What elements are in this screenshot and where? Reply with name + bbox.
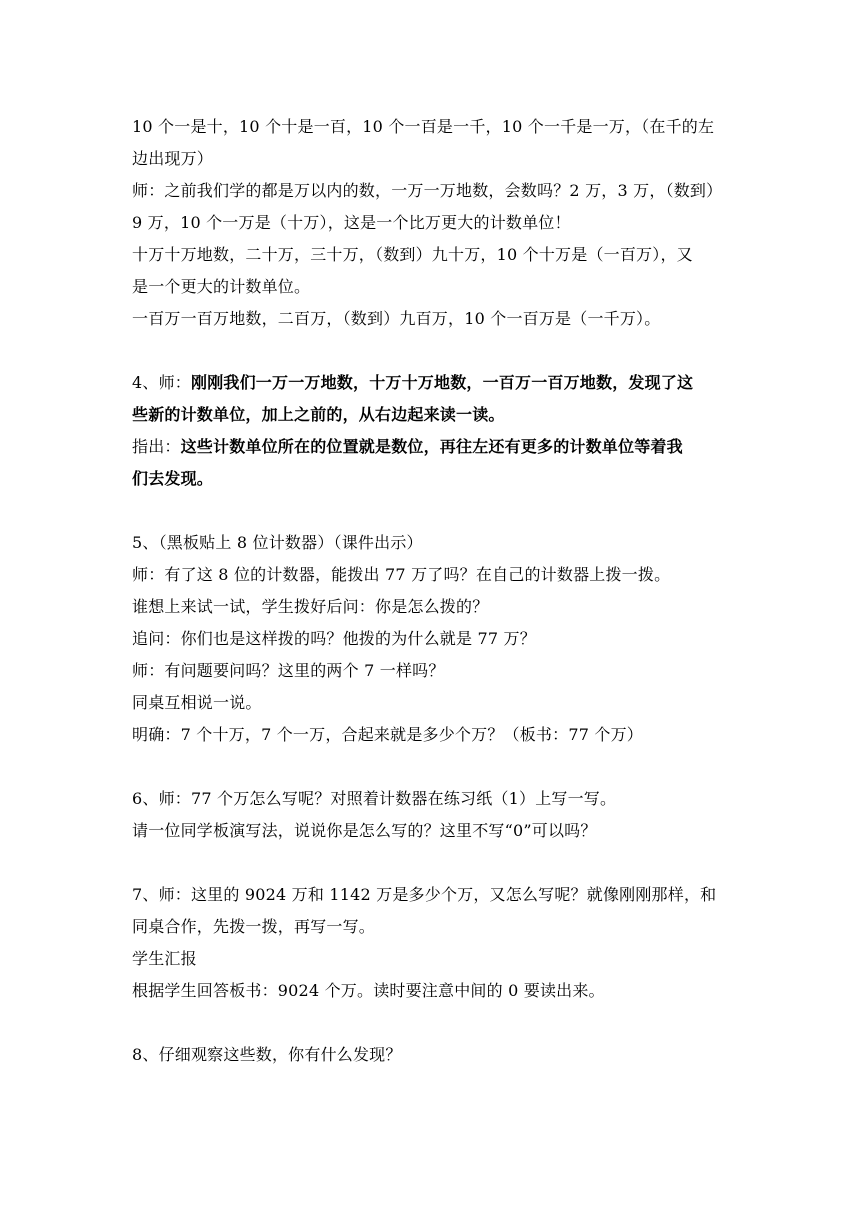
section-5 xyxy=(132,527,732,751)
section-4-line-3 xyxy=(132,431,732,463)
label-text: 指出： xyxy=(132,437,181,456)
text-line: 6、师：77 个万怎么写呢？对照着计数器在练习纸（1）上写一写。 xyxy=(132,789,617,808)
text-line: 8、仔细观察这些数，你有什么发现？ xyxy=(132,1045,402,1064)
bold-text: 这些计数单位所在的位置就是数位，再往左还有更多的计数单位等着我 xyxy=(180,437,683,456)
text-line: 一百万一百万地数，二百万，（数到）九百万，10 个一百万是（一千万）。 xyxy=(132,309,661,328)
paragraph-gap xyxy=(132,495,732,527)
text-line: 5、（黑板贴上 8 位计数器）（课件出示） xyxy=(132,533,423,552)
text-line: 师：之前我们学的都是万以内的数，一万一万地数，会数吗？2 万，3 万，（数到） xyxy=(132,181,723,200)
document-body xyxy=(132,111,732,1071)
section-7 xyxy=(132,879,732,1007)
text-line: 同桌合作，先拨一拨，再写一写。 xyxy=(132,917,376,936)
paragraph-gap xyxy=(132,1007,732,1039)
section-4 xyxy=(132,367,732,495)
text-line: 10 个一是十，10 个十是一百，10 个一百是一千，10 个一千是一万，（在千的左 xyxy=(132,117,715,136)
paragraph-gap xyxy=(132,847,732,879)
text-line: 根据学生回答板书：9024 个万。读时要注意中间的 0 要读出来。 xyxy=(132,981,605,1000)
text-line: 7、师：这里的 9024 万和 1142 万是多少个万，又怎么写呢？就像刚刚那样，和 xyxy=(132,885,717,904)
text-line: 学生汇报 xyxy=(132,949,197,968)
text-line: 请一位同学板演写法，说说你是怎么写的？这里不写“0”可以吗？ xyxy=(132,821,597,840)
text-line: 谁想上来试一试，学生拨好后问：你是怎么拨的？ xyxy=(132,597,489,616)
section-6 xyxy=(132,783,732,847)
text-line: 边出现万） xyxy=(132,149,214,168)
text-line: 同桌互相说一说。 xyxy=(132,693,262,712)
section-4-line-4: 们去发现。 xyxy=(132,469,214,488)
section-4-line-1 xyxy=(132,367,732,399)
text-line: 是一个更大的计数单位。 xyxy=(132,277,311,296)
paragraph-gap xyxy=(132,335,732,367)
speaker-label: 师： xyxy=(158,373,191,392)
section-number: 4、 xyxy=(132,373,159,392)
section-4-line-2: 些新的计数单位，加上之前的，从右边起来读一读。 xyxy=(132,405,505,424)
text-line: 师：有了这 8 位的计数器，能拨出 77 万了吗？在自己的计数器上拨一拨。 xyxy=(132,565,671,584)
text-line: 师：有问题要问吗？这里的两个 7 一样吗？ xyxy=(132,661,445,680)
section-8 xyxy=(132,1039,732,1071)
text-line: 十万十万地数，二十万，三十万，（数到）九十万，10 个十万是（一百万），又 xyxy=(132,245,693,264)
text-line: 追问：你们也是这样拨的吗？他拨的为什么就是 77 万？ xyxy=(132,629,536,648)
text-line: 明确：7 个十万，7 个一万，合起来就是多少个万？（板书：77 个万） xyxy=(132,725,643,744)
text-line: 9 万，10 个一万是（十万），这是一个比万更大的计数单位！ xyxy=(132,213,571,232)
intro-block xyxy=(132,111,732,335)
bold-text: 刚刚我们一万一万地数，十万十万地数，一百万一百万地数，发现了这 xyxy=(191,373,694,392)
paragraph-gap xyxy=(132,751,732,783)
